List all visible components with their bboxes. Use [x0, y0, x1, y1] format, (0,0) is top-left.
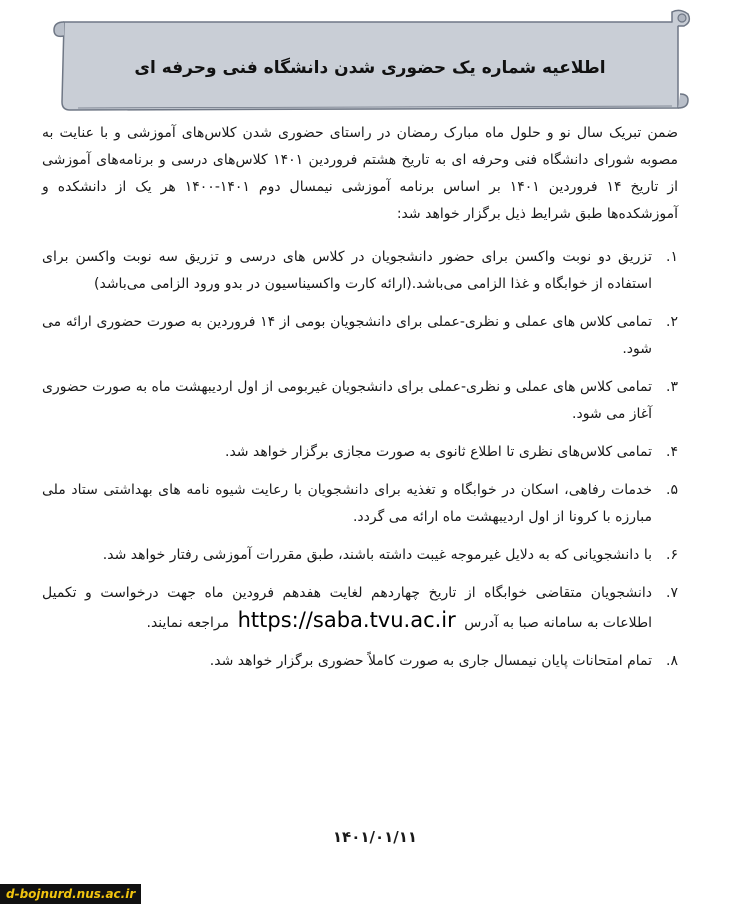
item-number: ۲.	[666, 314, 678, 330]
item-text-after-url: مراجعه نمایند.	[146, 615, 230, 631]
item-text-before-url: دانشجویان متقاضی خوابگاه از تاریخ چهاردهم لغایت هفدهم فرودین ماه جهت درخواست و تکمیل اطلاعات به سامانه صبا به آدرس	[42, 585, 652, 631]
item-text: تمامی کلاس‌های نظری تا اطلاع ثانوی به صورت مجازی برگزار خواهد شد.	[225, 444, 652, 460]
item-text: تمامی کلاس های عملی و نظری-عملی برای دانشجویان غیربومی از اول اردیبهشت ماه به صورت حضوری آغاز می شود.	[41, 379, 652, 422]
item-text: تمام امتحانات پایان نیمسال جاری به صورت کاملاً حضوری برگزار خواهد شد.	[209, 653, 652, 669]
item-text: با دانشجویانی که به دلایل غیرموجه غیبت داشته باشند، طبق مقررات آموزشی رفتار خواهد شد.	[102, 547, 652, 563]
item-number: ۶.	[666, 547, 678, 563]
saba-portal-link[interactable]: https://saba.tvu.ac.ir	[237, 608, 456, 632]
list-item	[42, 542, 678, 569]
list-item	[42, 309, 678, 363]
site-watermark: d-bojnurd.nus.ac.ir	[0, 884, 141, 904]
item-number: ۴.	[666, 444, 678, 460]
list-item	[42, 477, 678, 531]
item-number: ۳.	[666, 379, 678, 395]
intro-paragraph: ضمن تبریک سال نو و حلول ماه مبارک رمضان در راستای حضوری شدن کلاس‌های آموزشی و با عنایت به مصوبه شورای دانشگاه فنی وحرفه ای به تاریخ هشتم فروردین ۱۴۰۱ کلاس‌های درسی و برنامه‌های آموزشی از تاریخ ۱۴ فروردین ۱۴۰۱ بر اساس برنامه آموزشی نیمسال دوم ۱۴۰۱-۱۴۰۰ هر یک از دانشکده و آموزشکده‌ها طبق شرایط ذیل برگزار خواهد شد:	[42, 125, 679, 222]
item-text: تمامی کلاس های عملی و نظری-عملی برای دانشجویان بومی از ۱۴ فروردین به صورت حضوری ارائه می شود.	[42, 314, 652, 357]
conditions-list	[42, 244, 678, 675]
item-text: خدمات رفاهی، اسکان در خوابگاه و تغذیه برای دانشجویان با رعایت شیوه نامه های بهداشتی ستاد ملی مبارزه با کرونا از اول اردیبهشت ماه ارائه می گردد.	[42, 482, 652, 525]
announcement-date: ۱۴۰۱/۰۱/۱۱	[332, 828, 418, 846]
list-item	[42, 439, 678, 466]
announcement-body	[42, 120, 678, 686]
list-item	[42, 244, 678, 298]
item-number: ۷.	[666, 585, 678, 601]
item-number: ۸.	[666, 653, 678, 669]
list-item	[42, 374, 678, 428]
title-banner	[48, 8, 692, 116]
item-text	[42, 580, 652, 637]
item-number: ۱.	[666, 249, 678, 265]
list-item	[42, 648, 678, 675]
item-text: تزریق دو نوبت واکسن برای حضور دانشجویان در کلاس های درسی و تزریق سه نوبت واکسن برای استفاده از خوابگاه و غذا الزامی می‌باشد.(ارائه کارت واکسیناسیون در بدو ورود الزامی می‌باشد)	[42, 249, 652, 292]
list-item	[42, 580, 678, 637]
item-number: ۵.	[666, 482, 678, 498]
announcement-title: اطلاعیه شماره یک حضوری شدن دانشگاه فنی وحرفه ای	[134, 58, 606, 78]
